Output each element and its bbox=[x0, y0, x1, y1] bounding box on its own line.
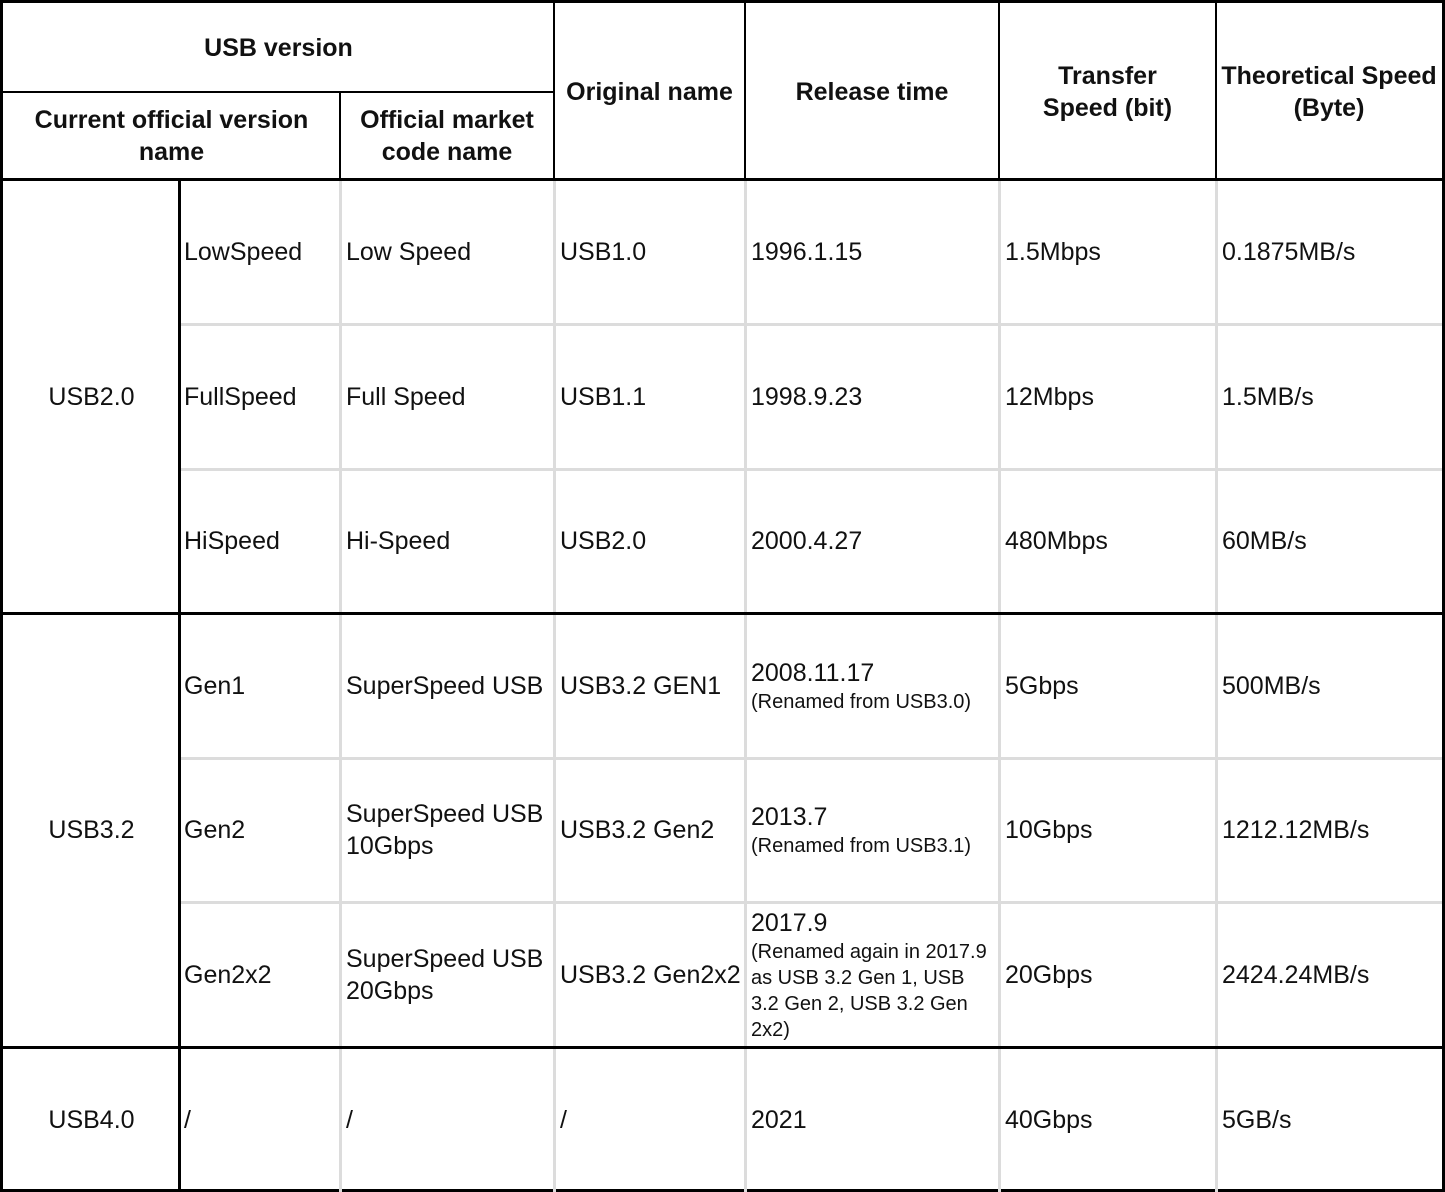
row5-original: USB3.2 Gen2x2 bbox=[560, 960, 741, 989]
row5-bit: 20Gbps bbox=[1005, 960, 1093, 989]
row0-release: 1996.1.15 bbox=[751, 238, 863, 266]
row1-bit: 12Mbps bbox=[1005, 382, 1094, 411]
row3-byte: 500MB/s bbox=[1222, 671, 1321, 700]
row3-release bbox=[745, 613, 999, 758]
grid-line bbox=[180, 468, 1442, 471]
row3-original: USB3.2 GEN1 bbox=[560, 671, 722, 700]
divider bbox=[339, 92, 341, 180]
row3-version: Gen1 bbox=[184, 671, 246, 700]
row1-version: FullSpeed bbox=[184, 382, 297, 411]
row5-release bbox=[745, 902, 999, 1047]
header-release-time: Release time bbox=[795, 77, 949, 106]
row4-version: Gen2 bbox=[184, 816, 246, 844]
grid-line bbox=[998, 180, 1001, 1192]
header-original-name: Original name bbox=[566, 77, 733, 106]
row3-bit: 5Gbps bbox=[1005, 671, 1079, 700]
row4-bit: 10Gbps bbox=[1005, 816, 1093, 844]
grid-line bbox=[339, 180, 342, 1192]
divider bbox=[3, 91, 554, 93]
grid-line bbox=[180, 901, 1442, 904]
grid-line bbox=[744, 180, 747, 1192]
row3-release-note: (Renamed from USB3.0) bbox=[751, 690, 972, 713]
row2-bit: 480Mbps bbox=[1005, 527, 1108, 555]
row1-byte: 1.5MB/s bbox=[1222, 382, 1314, 411]
divider bbox=[178, 180, 181, 1192]
row4-original: USB3.2 Gen2 bbox=[560, 816, 715, 844]
group-usb3: USB3.2 bbox=[48, 816, 135, 844]
grid-line bbox=[1215, 180, 1218, 1192]
row6-version: / bbox=[184, 1105, 191, 1134]
grid-line bbox=[180, 757, 1442, 760]
header-transfer-speed: Transfer Speed (bit) bbox=[1042, 61, 1173, 122]
row0-version: LowSpeed bbox=[184, 238, 303, 266]
row4-byte: 1212.12MB/s bbox=[1222, 816, 1370, 844]
divider bbox=[998, 3, 1000, 180]
row6-byte: 5GB/s bbox=[1222, 1105, 1292, 1134]
row4-market: SuperSpeed USB 10Gbps bbox=[346, 800, 544, 860]
row5-release-date: 2017.9 bbox=[751, 908, 828, 937]
row2-release: 2000.4.27 bbox=[751, 527, 863, 555]
divider bbox=[1215, 3, 1217, 180]
group-usb2: USB2.0 bbox=[48, 382, 135, 411]
row6-release: 2021 bbox=[751, 1105, 807, 1134]
row2-original: USB2.0 bbox=[560, 527, 647, 555]
row5-release-note: (Renamed again in 2017.9 as USB 3.2 Gen 1, USB 3.2 Gen 2, USB 3.2 Gen 2x2) bbox=[751, 940, 987, 1041]
header-theoretical-speed: Theoretical Speed (Byte) bbox=[1221, 61, 1437, 122]
row6-market: / bbox=[346, 1105, 353, 1134]
row1-original: USB1.1 bbox=[560, 382, 647, 411]
row3-market: SuperSpeed USB bbox=[346, 671, 544, 700]
row4-release bbox=[745, 758, 999, 902]
group-usb4: USB4.0 bbox=[48, 1105, 135, 1134]
row0-bit: 1.5Mbps bbox=[1005, 238, 1101, 266]
row2-market: Hi-Speed bbox=[346, 527, 451, 555]
row6-bit: 40Gbps bbox=[1005, 1105, 1093, 1134]
row4-release-date: 2013.7 bbox=[751, 803, 828, 831]
row4-release-note: (Renamed from USB3.1) bbox=[751, 835, 972, 857]
grid-line bbox=[553, 180, 556, 1192]
row0-original: USB1.0 bbox=[560, 238, 647, 266]
row3-release-date: 2008.11.17 bbox=[751, 658, 875, 687]
header-current-official-version-name: Current official version name bbox=[34, 106, 309, 166]
row5-market: SuperSpeed USB 20Gbps bbox=[346, 944, 544, 1005]
row1-release: 1998.9.23 bbox=[751, 382, 863, 411]
row0-byte: 0.1875MB/s bbox=[1222, 238, 1356, 266]
row5-byte: 2424.24MB/s bbox=[1222, 960, 1370, 989]
divider bbox=[3, 178, 1442, 181]
divider bbox=[744, 3, 746, 180]
divider bbox=[553, 3, 555, 180]
row1-market: Full Speed bbox=[346, 382, 466, 411]
row2-byte: 60MB/s bbox=[1222, 527, 1307, 555]
row6-original: / bbox=[560, 1105, 567, 1134]
row0-market: Low Speed bbox=[346, 238, 472, 266]
divider bbox=[3, 1046, 1442, 1049]
row5-version: Gen2x2 bbox=[184, 960, 272, 989]
divider bbox=[3, 612, 1442, 615]
header-usb-version: USB version bbox=[204, 33, 353, 62]
row2-version: HiSpeed bbox=[184, 527, 280, 555]
grid-line bbox=[180, 323, 1442, 326]
header-official-market-code-name: Official market code name bbox=[360, 106, 534, 166]
